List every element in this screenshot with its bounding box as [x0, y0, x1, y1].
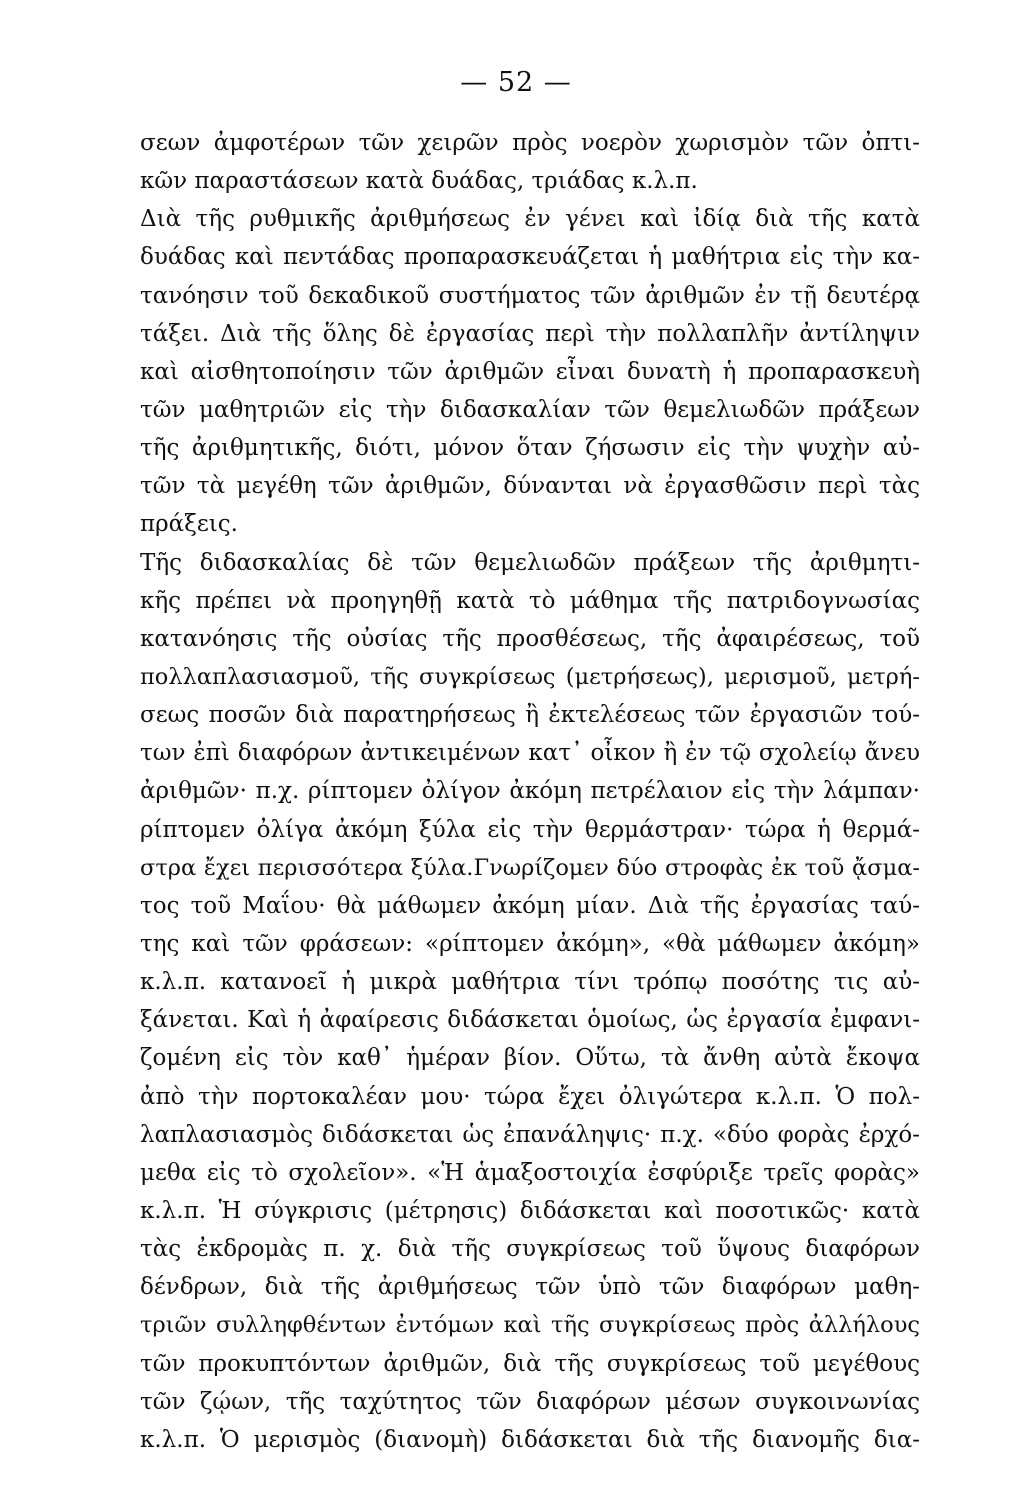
text-line: δένδρων, διὰ τῆς ἀριθμήσεως τῶν ὑπὸ τῶν διαφόρων μαθη- — [140, 1274, 920, 1301]
text-line: ρίπτομεν ὀλίγα ἀκόμη ξύλα εἰς τὴν θερμάστραν· τώρα ἡ θερμά- — [140, 816, 920, 843]
text-line: πολλαπλασιασμοῦ, τῆς συγκρίσεως (μετρήσεως), μερισμοῦ, μετρή- — [140, 663, 920, 690]
text-line: στρα ἔχει περισσότερα ξύλα.Γνωρίζομεν δύο στροφὰς ἐκ τοῦ ᾄσμα- — [140, 854, 920, 881]
text-line: ξάνεται. Καὶ ἡ ἀφαίρεσις διδάσκεται ὁμοίως, ὡς ἐργασία ἐμφανι- — [140, 1007, 920, 1034]
text-line: κατανόησις τῆς οὐσίας τῆς προσθέσεως, τῆς ἀφαιρέσεως, τοῦ — [140, 625, 920, 652]
text-line: Τῆς διδασκαλίας δὲ τῶν θεμελιωδῶν πράξεων τῆς ἀριθμητι- — [140, 549, 920, 576]
text-line: των ἐπὶ διαφόρων ἀντικειμένων κατ᾽ οἶκον ἢ ἐν τῷ σχολείῳ ἄνευ — [140, 740, 920, 767]
text-line: τος τοῦ Μαΐου· θὰ μάθωμεν ἀκόμη μίαν. Διὰ τῆς ἐργασίας ταύ- — [140, 892, 920, 919]
body-text — [140, 124, 920, 1459]
text-line: δυάδας καὶ πεντάδας προπαρασκευάζεται ἡ μαθήτρια εἰς τὴν κα- — [140, 244, 920, 271]
text-line: τὰς ἐκδρομὰς π. χ. διὰ τῆς συγκρίσεως τοῦ ὕψους διαφόρων — [140, 1236, 920, 1263]
text-line: πράξεις. — [140, 511, 238, 538]
text-line: κ.λ.π. Ἡ σύγκρισις (μέτρησις) διδάσκεται καὶ ποσοτικῶς· κατὰ — [140, 1197, 920, 1224]
text-line: τάξει. Διὰ τῆς ὅλης δὲ ἐργασίας περὶ τὴν πολλαπλῆν ἀντίληψιν — [140, 320, 920, 347]
text-line: Διὰ τῆς ρυθμικῆς ἀριθμήσεως ἐν γένει καὶ ἰδίᾳ διὰ τῆς κατὰ — [140, 206, 920, 233]
text-line: τῆς ἀριθμητικῆς, διότι, μόνον ὅταν ζήσωσιν εἰς τὴν ψυχὴν αὐ- — [140, 435, 920, 462]
text-line: κ.λ.π. κατανοεῖ ἡ μικρὰ μαθήτρια τίνι τρόπῳ ποσότης τις αὐ- — [140, 969, 920, 996]
text-line: τῶν τὰ μεγέθη τῶν ἀριθμῶν, δύνανται νὰ ἐργασθῶσιν περὶ τὰς — [140, 473, 920, 500]
text-line: ἀριθμῶν· π.χ. ρίπτομεν ὀλίγον ἀκόμη πετρέλαιον εἰς τὴν λάμπαν· — [140, 778, 920, 805]
text-line: καὶ αἰσθητοποίησιν τῶν ἀριθμῶν εἶναι δυνατὴ ἡ προπαρασκευὴ — [140, 358, 920, 385]
text-line: τῶν προκυπτόντων ἀριθμῶν, διὰ τῆς συγκρίσεως τοῦ μεγέθους — [140, 1350, 920, 1377]
text-line: κῶν παραστάσεων κατὰ δυάδας, τριάδας κ.λ.π. — [140, 168, 698, 195]
text-line: μεθα εἰς τὸ σχολεῖον». «Ἡ ἁμαξοστοιχία ἐσφύριξε τρεῖς φορὰς» — [140, 1159, 920, 1186]
page-number: — 52 — — [460, 67, 572, 98]
text-line: κ.λ.π. Ὁ μερισμὸς (διανομὴ) διδάσκεται διὰ τῆς διανομῆς δια- — [140, 1426, 920, 1453]
text-line: κῆς πρέπει νὰ προηγηθῇ κατὰ τὸ μάθημα τῆς πατριδογνωσίας — [140, 587, 920, 614]
text-line: τῶν ζῴων, τῆς ταχύτητος τῶν διαφόρων μέσων συγκοινωνίας — [140, 1388, 920, 1415]
text-line: ἀπὸ τὴν πορτοκαλέαν μου· τώρα ἔχει ὀλιγώτερα κ.λ.π. Ὁ πολ- — [140, 1083, 920, 1110]
text-line: τανόησιν τοῦ δεκαδικοῦ συστήματος τῶν ἀριθμῶν ἐν τῇ δευτέρᾳ — [140, 282, 920, 309]
text-line: ζομένη εἰς τὸν καθ᾽ ἡμέραν βίον. Οὕτω, τὰ ἄνθη αὐτὰ ἔκοψα — [140, 1045, 920, 1072]
text-line: σεων ἀμφοτέρων τῶν χειρῶν πρὸς νοερὸν χωρισμὸν τῶν ὀπτι- — [140, 130, 920, 156]
text-line: λαπλασιασμὸς διδάσκεται ὡς ἐπανάληψις· π.χ. «δύο φορὰς ἐρχό- — [140, 1121, 920, 1148]
text-line: σεως ποσῶν διὰ παρατηρήσεως ἢ ἐκτελέσεως τῶν ἐργασιῶν τού- — [140, 702, 920, 729]
text-line: τριῶν συλληφθέντων ἐντόμων καὶ τῆς συγκρίσεως πρὸς ἀλλήλους — [140, 1312, 920, 1339]
text-line: τῶν μαθητριῶν εἰς τὴν διδασκαλίαν τῶν θεμελιωδῶν πράξεων — [140, 396, 920, 423]
text-line: της καὶ τῶν φράσεων: «ρίπτομεν ἀκόμη», «θὰ μάθωμεν ἀκόμη» — [140, 930, 920, 957]
